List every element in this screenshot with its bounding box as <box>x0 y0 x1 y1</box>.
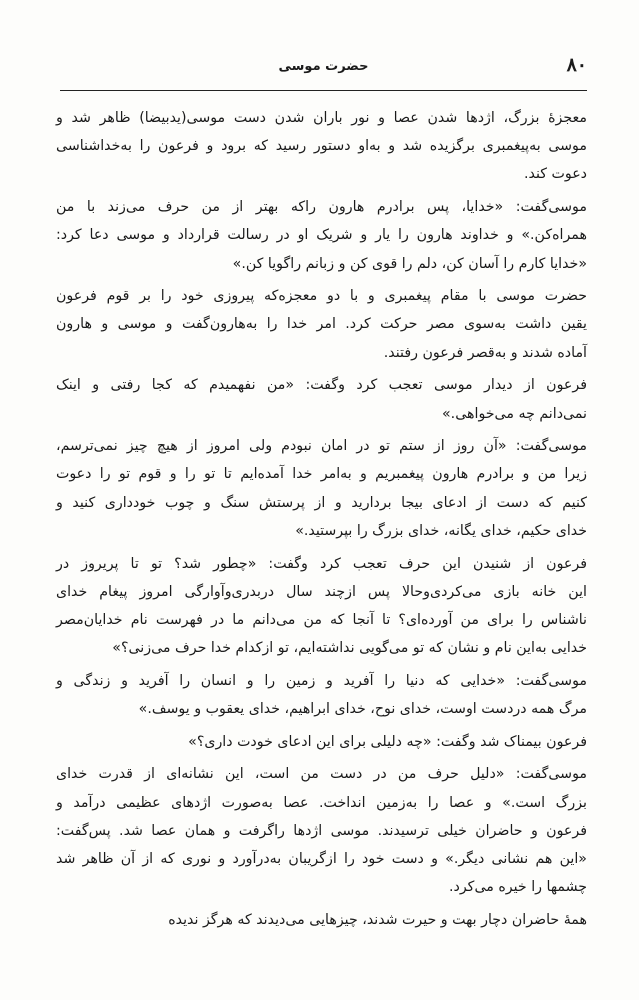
text-line: موسی‌گفت: «آن روز از ستم تو در امان نبودم ولی امروز از هیچ چیز نمی‌ترسم، <box>56 438 587 455</box>
text-line: یقین داشت به‌سوی مصر حرکت کرد. امر خدا را به‌هارون‌گفت و موسی و هارون <box>56 316 587 333</box>
paragraph <box>56 550 587 663</box>
text-line: موسی‌گفت: «خدایا، پس برادرم هارون راکه بهتر از من حرف می‌زند با من <box>56 199 587 216</box>
text-line: «خدایا کارم را آسان کن، دلم را قوی کن و زبانم راگویا کن.» <box>232 255 587 272</box>
text-line: چشمها را خیره می‌کرد. <box>449 879 587 896</box>
text-line: نمی‌دانم چه می‌خواهی.» <box>442 405 587 422</box>
paragraph <box>56 193 587 278</box>
text-line: مرگ همه دردست اوست، خدای نوح، خدای ابراهیم، خدای یعقوب و یوسف.» <box>138 701 587 718</box>
text-line: این خانه بازی می‌کردی‌وحالا پس ازچند سال دربدری‌وآوارگی امروز پیغام خدای <box>56 583 587 600</box>
text-line: فرعون از دیدار موسی تعجب کرد وگفت: «من نفهمیدم که کجا رفتی و اینک <box>56 377 587 394</box>
paragraph <box>56 728 587 756</box>
header-rule <box>60 90 587 91</box>
text-line: فرعون از شنیدن این حرف تعجب کرد وگفت: «چطور شد؟ تو تا پریروز در <box>56 555 587 572</box>
paragraph <box>56 432 587 545</box>
text-line: «این هم نشانی دیگر.» و دست خود را ازگریبان به‌درآورد و نوری که از آن ظاهر شد <box>56 851 587 868</box>
text-line: معجزهٔ بزرگ، اژدها شدن عصا و نور باران شدن دست موسی(یدبیضا) ظاهر شد و <box>56 110 587 126</box>
paragraph <box>56 104 587 189</box>
paragraph <box>56 760 587 901</box>
paragraph <box>56 282 587 367</box>
text-line: ناشناس را برای من آورده‌ای؟ تا آنجا که من می‌دانم ما در فهرست نام خدایان‌مصر <box>56 611 587 628</box>
text-line: آماده شدند و به‌قصر فرعون رفتند. <box>383 344 587 361</box>
text-line: دعوت کند. <box>524 166 587 183</box>
text-line: موسی‌گفت: «خدایی که دنیا را آفرید و زمین را و انسان را آفرید و زندگی و <box>56 672 587 689</box>
body-text <box>56 104 587 939</box>
text-line: همراه‌کن.» و خداوند هارون را یار و شریک او در رسالت قرارداد و موسی دعا کرد: <box>56 227 587 244</box>
text-line: فرعون بیمناک شد وگفت: «چه دلیلی برای این ادعای خودت داری؟» <box>188 733 587 750</box>
paragraph <box>56 371 587 427</box>
text-line: موسی‌گفت: «دلیل حرف من در دست من است، این نشانه‌ای از قدرت خدای <box>56 766 587 783</box>
text-line: کنیم که دست از ادعای بیجا بردارید و از پرستش سنگ و چوب خودداری کنید و <box>56 494 587 511</box>
text-line: خدایی به‌این نام و نشان که تو می‌گویی نداشته‌ایم، تو ازکدام خدا حرف می‌زنی؟» <box>112 640 587 657</box>
text-line: فرعون و حاضران خیلی ترسیدند. موسی اژدها راگرفت و همان عصا شد. پس‌گفت: <box>56 822 587 839</box>
text-line: زیرا من و برادرم هارون پیغمبریم و به‌امر خدا آمده‌ایم تا تو را و قوم تو را دعوت <box>56 466 587 483</box>
paragraph <box>56 667 587 723</box>
text-line: بزرگ است.» و عصا را به‌زمین انداخت. عصا به‌صورت اژدهای عظیمی درآمد و <box>56 794 587 811</box>
text-line: خدای حکیم، خدای یگانه، خدای بزرگ را بپرستید.» <box>295 522 587 539</box>
page-header <box>60 52 587 92</box>
text-line: حضرت موسی با مقام پیغمبری و با دو معجزه‌که پیروزی خود را بر قوم فرعون <box>56 288 587 305</box>
running-title: حضرت موسی <box>278 59 369 74</box>
page-number: ۸۰ <box>566 54 587 76</box>
text-line: همهٔ حاضران دچار بهت و حیرت شدند، چیزهایی می‌دیدند که هرگز ندیده <box>168 911 587 928</box>
text-line: موسی به‌پیغمبری برگزیده شد و به‌او دستور رسید که برود و فرعون را به‌خداشناسی <box>56 138 587 155</box>
paragraph <box>56 906 587 934</box>
